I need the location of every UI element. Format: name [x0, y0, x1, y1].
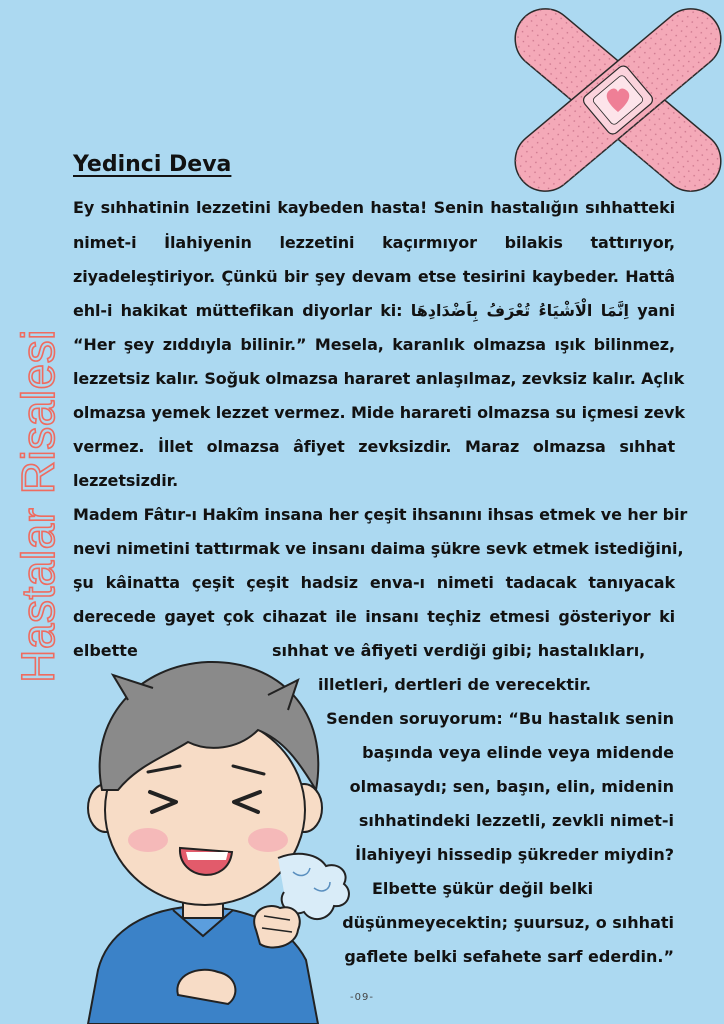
text-line: Madem Fâtır-ı Hakîm insana her çeşit ihsanını ihsas etmek ve her bir	[73, 505, 688, 524]
text-line: nimet-i İlahiyenin lezzetini kaçırmıyor bilakis tattırıyor,	[73, 233, 675, 252]
text-line: nevi nimetini tattırmak ve insanı daima şükre sevk etmek istediğini,	[73, 539, 684, 558]
text-line: vermez. İllet olmazsa âfiyet zevksizdir. Maraz olmazsa sıhhat	[73, 437, 675, 456]
quote-line: olmasaydı; sen, başın, elin, midenin	[349, 777, 674, 796]
quote-line: gaflete belki sefahete sarf ederdin.”	[344, 947, 674, 966]
text-line: illetleri, dertleri de verecektir.	[318, 675, 592, 694]
text-line: “Her şey zıddıyla bilinir.” Mesela, karanlık olmazsa ışık bilinmez,	[73, 335, 675, 354]
quote-line: düşünmeyecektin; şuursuz, o sıhhati	[342, 913, 674, 932]
side-title: Hastalar Risalesi	[12, 329, 64, 683]
text-line: lezzetsizdir.	[73, 471, 179, 490]
text-line: lezzetsiz kalır. Soğuk olmazsa hararet anlaşılmaz, zevksiz kalır. Açlık	[73, 369, 685, 388]
sick-boy-illustration	[68, 640, 378, 1024]
text-line: ziyadeleştiriyor. Çünkü bir şey devam etse tesirini kaybeder. Hattâ	[73, 267, 675, 286]
text-line: Ey sıhhatinin lezzetini kaybeden hasta! Senin hastalığın sıhhatteki	[73, 198, 675, 217]
bandaid-cross-illustration	[506, 0, 724, 205]
arabic-phrase: اِنَّمَا الْاَشْيَاءُ تُعْرَفُ بِاَضْدَادِهَا	[410, 301, 629, 320]
quote-line: başında veya elinde veya midende	[362, 743, 674, 762]
quote-line: İlahiyeyi hissedip şükreder miydin?	[355, 845, 674, 864]
page-number: -09-	[350, 992, 374, 1003]
text-segment: sıhhat ve âfiyeti verdiği gibi; hastalıkları,	[272, 641, 646, 660]
text-line-with-arabic	[73, 301, 675, 321]
text-segment: ehl-i hakikat müttefikan diyorlar ki:	[73, 301, 411, 320]
text-segment: yani	[628, 301, 675, 320]
text-line: derecede gayet çok cihazat ile insanı teçhiz etmesi gösteriyor ki	[73, 607, 675, 626]
quote-line: sıhhatindeki lezzetli, zevkli nimet-i	[358, 811, 674, 830]
text-segment: elbette	[73, 641, 138, 660]
section-heading: Yedinci Deva	[73, 152, 232, 177]
quote-line: Senden soruyorum: “Bu hastalık senin	[326, 709, 674, 728]
text-line: olmazsa yemek lezzet vermez. Mide harareti olmazsa su içmesi zevk	[73, 403, 685, 422]
quote-line: Elbette şükür değil belki	[372, 879, 594, 898]
text-line: şu kâinatta çeşit çeşit hadsiz enva-ı nimeti tadacak tanıyacak	[73, 573, 675, 592]
